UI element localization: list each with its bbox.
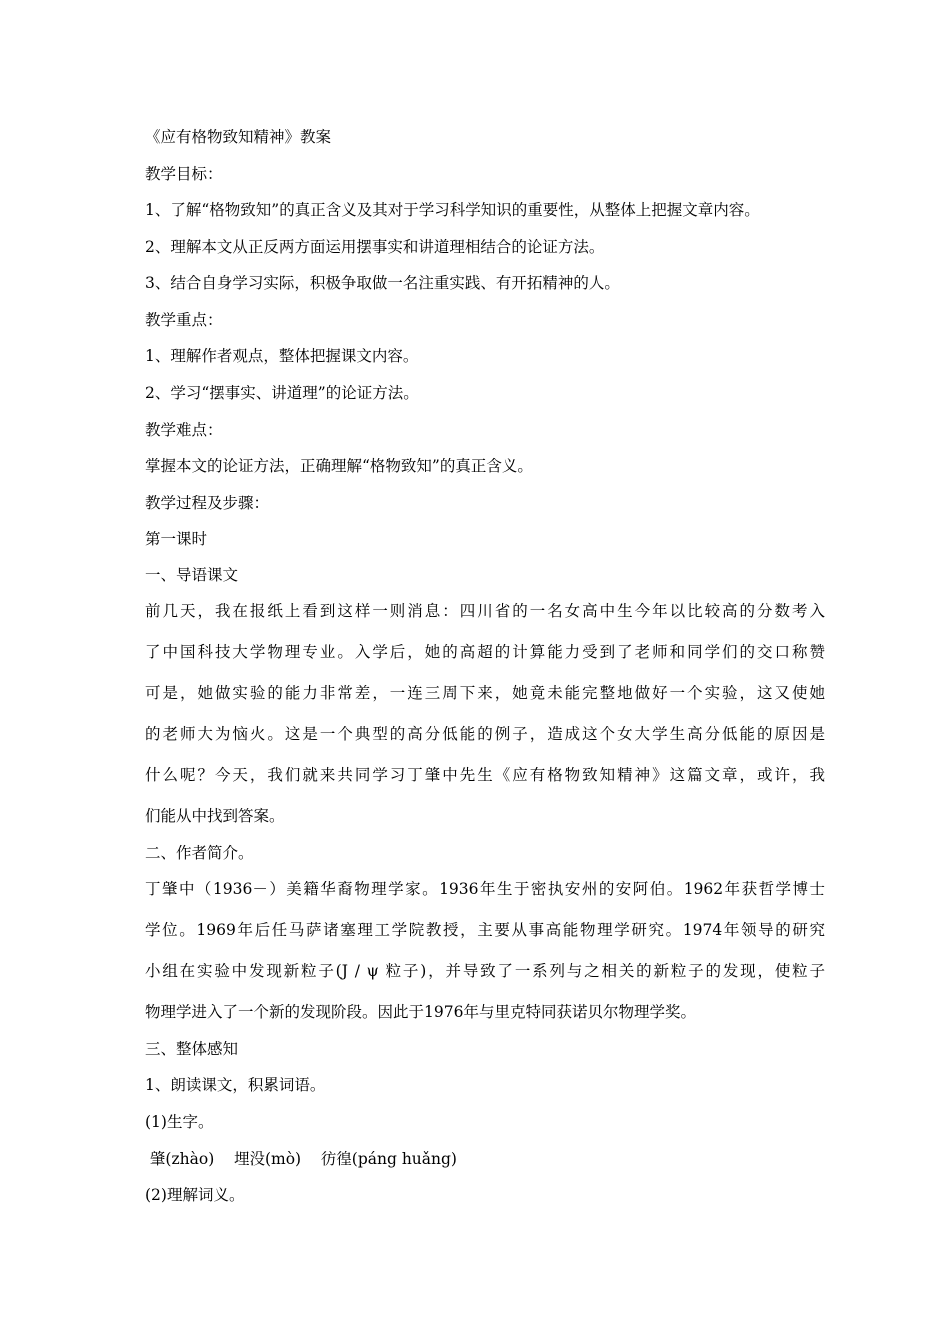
text-line: 1、朗读课文，积累词语。 <box>145 1076 326 1094</box>
text-line: 物理学进入了一个新的发现阶段。因此于1976年与里克特同获诺贝尔物理学奖。 <box>145 1003 696 1021</box>
text-line: 教学重点： <box>145 311 223 329</box>
text-line: 3、结合自身学习实际，积极争取做一名注重实践、有开拓精神的人。 <box>145 274 620 292</box>
document-title: 《应有格物致知精神》教案 <box>145 128 332 146</box>
text-line: (2)理解词义。 <box>145 1186 245 1204</box>
text-line: 什么呢？今天，我们就来共同学习丁肇中先生《应有格物致知精神》这篇文章，或许，我 <box>145 766 825 784</box>
text-line: 肇(zhào) 埋没(mò) 彷徨(páng huǎng) <box>145 1150 457 1168</box>
text-line: 可是，她做实验的能力非常差，一连三周下来，她竟未能完整地做好一个实验，这又使她 <box>145 684 825 702</box>
text-line: 们能从中找到答案。 <box>145 807 285 825</box>
text-line: (1)生字。 <box>145 1113 214 1131</box>
text-line: 第一课时 <box>145 530 208 548</box>
text-line: 三、整体感知 <box>145 1040 239 1058</box>
text-line: 教学难点： <box>145 421 223 439</box>
text-line: 小组在实验中发现新粒子(J / ψ 粒子)，并导致了一系列与之相关的新粒子的发现，使粒子 <box>145 962 825 980</box>
text-line: 学位。1969年后任马萨诸塞理工学院教授，主要从事高能物理学研究。1974年领导的研究 <box>145 921 825 939</box>
text-line: 前几天，我在报纸上看到这样一则消息：四川省的一名女高中生今年以比较高的分数考入 <box>145 602 825 620</box>
text-line: 二、作者简介。 <box>145 844 254 862</box>
text-line: 掌握本文的论证方法，正确理解“格物致知”的真正含义。 <box>145 457 533 475</box>
text-line: 2、理解本文从正反两方面运用摆事实和讲道理相结合的论证方法。 <box>145 238 605 256</box>
text-line: 教学目标： <box>145 165 223 183</box>
text-line: 了中国科技大学物理专业。入学后，她的高超的计算能力受到了老师和同学们的交口称赞 <box>145 643 825 661</box>
text-line: 教学过程及步骤： <box>145 494 270 512</box>
text-line: 的老师大为恼火。这是一个典型的高分低能的例子，造成这个女大学生高分低能的原因是 <box>145 725 825 743</box>
text-line: 丁肇中（1936－）美籍华裔物理学家。1936年生于密执安州的安阿伯。1962年获哲学博士 <box>145 880 825 898</box>
text-line: 一、导语课文 <box>145 566 239 584</box>
text-line: 1、理解作者观点，整体把握课文内容。 <box>145 347 419 365</box>
text-line: 1、了解“格物致知”的真正含义及其对于学习科学知识的重要性，从整体上把握文章内容。 <box>145 201 760 219</box>
text-line: 2、学习“摆事实、讲道理”的论证方法。 <box>145 384 419 402</box>
